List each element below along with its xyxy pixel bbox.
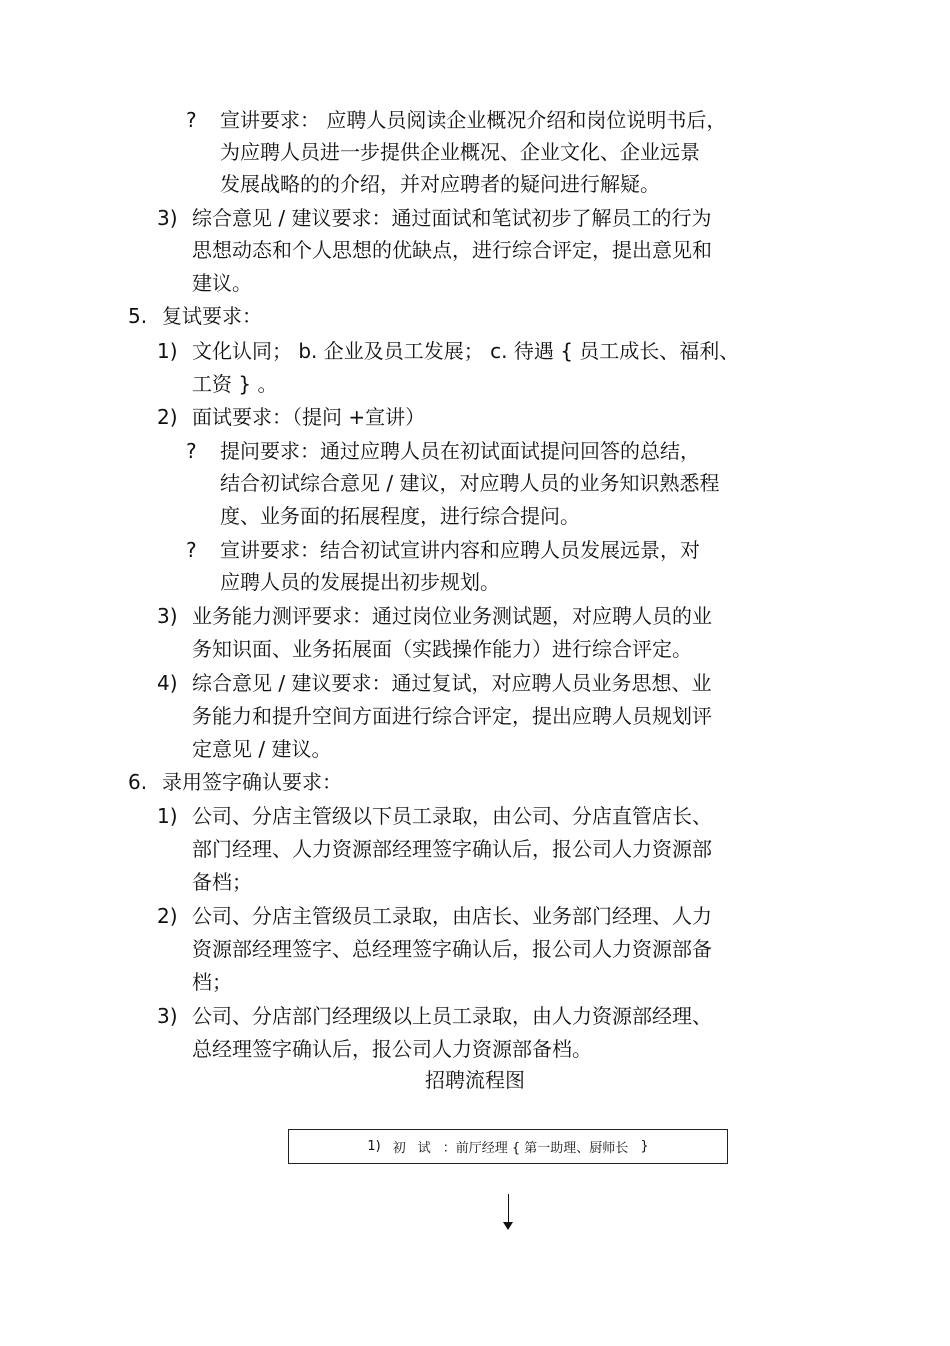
text-line: 务能力和提升空间方面进行综合评定，提出应聘人员规划评 (192, 704, 712, 728)
list-number: 2) (157, 904, 178, 928)
text-line: 部门经理、人力资源部经理签字确认后，报公司人力资源部 (192, 837, 712, 861)
text-line: 结合初试综合意见 / 建议，对应聘人员的业务知识熟悉程 (220, 471, 720, 495)
text-line: 公司、分店主管级以下员工录取，由公司、分店直管店长、 (192, 804, 712, 828)
list-number: 3) (157, 604, 178, 628)
text-line: 工资 } 。 (192, 372, 278, 396)
text-line: 应聘人员的发展提出初步规划。 (220, 570, 500, 594)
text-line: 业务能力测评要求：通过岗位业务测试题，对应聘人员的业 (192, 604, 712, 628)
flowchart-title: 招聘流程图 (425, 1068, 525, 1092)
step-label-char: 初 (392, 1141, 406, 1156)
step-close-brace: } (640, 1139, 649, 1154)
step-description: ：前厅经理 { 第一助理、厨师长 (442, 1141, 629, 1156)
text-line: 宣讲要求：结合初试宣讲内容和应聘人员发展远景，对 (220, 538, 700, 562)
list-number: 1) (157, 804, 178, 828)
section-heading: 复试要求： (162, 304, 262, 328)
bullet-mark: ? (186, 538, 197, 562)
text-line: 综合意见 / 建议要求：通过复试，对应聘人员业务思想、业 (192, 671, 712, 695)
text-line: 建议。 (192, 271, 252, 295)
text-line: 度、业务面的拓展程度，进行综合提问。 (220, 504, 580, 528)
list-number: 2) (157, 405, 178, 429)
list-number: 4) (157, 671, 178, 695)
section-number: 5. (128, 304, 148, 328)
text-line: 发展战略的的介绍，并对应聘者的疑问进行解疑。 (220, 172, 660, 196)
arrow-down-icon (503, 1222, 513, 1230)
step-number: 1) (367, 1139, 381, 1154)
flowchart-step-box (288, 1129, 728, 1164)
text-line: 总经理签字确认后，报公司人力资源部备档。 (192, 1037, 592, 1061)
text-line: 务知识面、业务拓展面（实践操作能力）进行综合评定。 (192, 637, 692, 661)
text-line: 思想动态和个人思想的优缺点，进行综合评定，提出意见和 (192, 238, 712, 262)
text-line: 提问要求：通过应聘人员在初试面试提问回答的总结， (220, 439, 700, 463)
text-line: 公司、分店主管级员工录取，由店长、业务部门经理、人力 (192, 904, 712, 928)
list-number: 1) (157, 339, 178, 363)
section-number: 6. (128, 770, 148, 794)
text-line: 档； (192, 970, 232, 994)
text-line: 资源部经理签字、总经理签字确认后，报公司人力资源部备 (192, 937, 712, 961)
section-heading: 录用签字确认要求： (162, 770, 342, 794)
text-line: 为应聘人员进一步提供企业概况、企业文化、企业远景 (220, 140, 700, 164)
list-number: 3) (157, 1004, 178, 1028)
text-line: 面试要求：（提问 +宣讲） (192, 405, 426, 429)
text-line: 综合意见 / 建议要求：通过面试和笔试初步了解员工的行为 (192, 206, 712, 230)
list-number: 3) (157, 206, 178, 230)
text-line: 定意见 / 建议。 (192, 737, 332, 761)
bullet-mark: ? (186, 439, 197, 463)
bullet-mark: ? (186, 108, 197, 132)
text-line: 公司、分店部门经理级以上员工录取，由人力资源部经理、 (192, 1004, 712, 1028)
step-label-char: 试 (417, 1141, 431, 1156)
text-line: 备档； (192, 870, 252, 894)
text-line: 宣讲要求： 应聘人员阅读企业概况介绍和岗位说明书后， (220, 108, 727, 132)
text-line: 文化认同； b. 企业及员工发展； c. 待遇 { 员工成长、福利、 (192, 339, 740, 363)
